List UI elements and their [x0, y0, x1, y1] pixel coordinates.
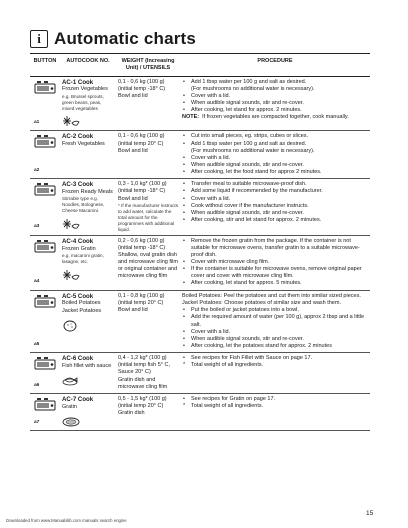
procedure-cell	[180, 179, 370, 235]
procedure-text: When audible signal sounds, stir and re-cover.	[191, 335, 304, 342]
autocook-cell	[60, 235, 116, 290]
procedure-text: Add 1 tbsp water per 100 g and salt as desired.	[191, 140, 307, 147]
button-cell	[30, 393, 60, 430]
microwave-button-icon	[34, 397, 56, 411]
program-title: AC-6 Cook	[62, 355, 94, 363]
procedure-step	[182, 266, 368, 280]
procedure-step	[182, 336, 368, 343]
weight-cell	[116, 179, 180, 235]
procedure-text: Cut into small pieces, eg. strips, cubes or slices.	[191, 133, 309, 140]
procedure-step	[182, 403, 368, 410]
procedure-text: If the container is suitable for microwave ovens, remove original paper cover and cover with microwave cling film.	[191, 266, 362, 280]
procedure-step	[182, 196, 368, 203]
procedure-text: (For mushrooms no additional water is necessary).	[191, 85, 315, 92]
procedure-text: When audible signal sounds, stir and re-cover.	[191, 99, 304, 106]
procedure-list	[182, 133, 368, 176]
procedure-list	[182, 396, 368, 410]
procedure-step	[182, 396, 368, 403]
weight-line: (initial temp fish 5° C, Sauce 20° C)	[118, 362, 171, 376]
weight-line: (initial temp -18° C)	[118, 188, 166, 195]
weight-line: Bowl and lid	[118, 195, 148, 202]
button-number: a3	[34, 224, 40, 230]
info-icon: i	[30, 30, 48, 48]
header-procedure: PROCEDURE	[180, 57, 370, 76]
frozen-snowflake-icon	[62, 268, 80, 282]
procedure-cell	[180, 76, 370, 131]
microwave-button-icon	[34, 294, 56, 308]
procedure-list	[182, 79, 368, 122]
weight-line: Gratin dish	[118, 410, 145, 417]
header-button: BUTTON	[30, 57, 60, 76]
procedure-intro: Boiled Potatoes: Peel the potatoes and cut them into similar sized pieces. Jacket Potatoes: Choose potatoes of similar size and wash them.	[182, 292, 361, 306]
microwave-button-icon	[34, 239, 56, 253]
procedure-step	[182, 329, 368, 336]
program-examples: e.g. macaroni gratin, lasagne, etc.	[62, 252, 104, 264]
procedure-step	[182, 343, 368, 350]
button-number: a7	[34, 419, 40, 425]
program-title: AC-1 Cook	[62, 78, 94, 86]
program-title: AC-7 Cook	[62, 395, 94, 403]
procedure-list	[182, 181, 368, 224]
table-row	[30, 393, 370, 430]
weight-line: (initial temp 20° C)	[118, 403, 164, 410]
automatic-charts-table	[30, 57, 370, 431]
weight-cell	[116, 76, 180, 131]
weight-line: 0,3 - 1,0 kg* (100 g)	[118, 181, 167, 188]
button-cell	[30, 290, 60, 353]
microwave-button-icon	[34, 80, 56, 94]
weight-cell	[116, 353, 180, 394]
procedure-step	[182, 79, 368, 86]
button-cell	[30, 179, 60, 235]
procedure-text: When audible signal sounds, stir and re-cover.	[191, 162, 304, 169]
procedure-step	[182, 181, 368, 188]
procedure-text: Add some liquid if recommended by the manufacturer.	[191, 188, 323, 195]
procedure-text: When audible signal sounds, stir and re-cover.	[191, 209, 304, 216]
page-title-text: Automatic charts	[54, 29, 197, 48]
procedure-step	[182, 155, 368, 162]
program-title: AC-3 Cook	[62, 181, 94, 189]
weight-line: Bowl and lid	[118, 147, 148, 154]
program-examples: e.g. Brussel sprouts, green beans, peas, mixed vegetables	[62, 93, 104, 111]
program-title: AC-4 Cook	[62, 237, 94, 245]
procedure-step	[182, 238, 368, 259]
procedure-text: After cooking, stir and let stand for approx. 2 minutes.	[191, 217, 322, 224]
button-cell	[30, 76, 60, 131]
procedure-step	[182, 217, 368, 224]
button-cell	[30, 235, 60, 290]
procedure-text: See recipes for Gratin on page 17.	[191, 395, 276, 402]
weight-line: Bowl and lid	[118, 92, 148, 99]
button-number: a1	[34, 120, 40, 126]
weight-line: 0,5 - 1,5 kg* (100 g)	[118, 395, 167, 402]
weight-line: Shallow, oval gratin dish and microwave cling film or original container and microwave cling film	[118, 251, 178, 280]
autocook-cell	[60, 290, 116, 353]
procedure-step	[182, 93, 368, 100]
header-autocook-no: AUTOCOOK NO.	[60, 57, 116, 76]
program-name: Frozen Ready Meals	[62, 189, 113, 196]
program-name: Fresh Vegetables	[62, 141, 105, 148]
weight-line: (initial temp 20° C)	[118, 299, 164, 306]
program-name: Frozen Gratin	[62, 245, 96, 252]
autocook-cell	[60, 353, 116, 394]
page-number: 15	[366, 510, 374, 517]
procedure-step	[182, 148, 368, 155]
frozen-snowflake-icon	[62, 217, 80, 231]
weight-line: 0,1 - 0,8 kg (100 g)	[118, 292, 165, 299]
procedure-text: (For mushrooms no additional water is necessary).	[191, 147, 315, 154]
procedure-text: Cook without cover if the manufacturer instructs.	[191, 202, 309, 209]
weight-cell	[116, 235, 180, 290]
program-name: Fish fillet with sauce	[62, 363, 112, 370]
procedure-cell	[180, 235, 370, 290]
download-source-note: Downloaded from www.Manualslib.com manuals search engine	[6, 518, 127, 523]
procedure-step	[182, 86, 368, 93]
program-name: Gratin	[62, 403, 77, 410]
gratin-dish-icon	[62, 414, 80, 428]
header-weight: WEIGHT (Increasing Unit) / UTENSILS	[116, 57, 180, 76]
procedure-text: Total weight of all ingredients.	[191, 362, 264, 369]
table-row	[30, 235, 370, 290]
procedure-step	[182, 307, 368, 314]
weight-line: Bowl and lid	[118, 306, 148, 313]
procedure-step	[182, 355, 368, 362]
weight-line: (initial temp -18° C)	[118, 85, 166, 92]
button-number: a5	[34, 341, 40, 347]
procedure-text: Total weight of all ingredients.	[191, 403, 264, 410]
table-row	[30, 179, 370, 235]
weight-cell	[116, 393, 180, 430]
procedure-step	[182, 210, 368, 217]
procedure-list	[182, 307, 368, 350]
autocook-cell	[60, 179, 116, 235]
procedure-text: Remove the frozen gratin from the package. If the container is not suitable for microwave ovens, transfer gratin to a suitable microwave-proof dish.	[191, 237, 360, 258]
procedure-step	[182, 314, 368, 328]
frozen-snowflake-icon	[62, 114, 80, 128]
weight-line: (initial temp 20° C)	[118, 140, 164, 147]
procedure-step	[182, 100, 368, 107]
procedure-text: Add the required amount of water (per 100 g), approx 2 tbsp and a little salt.	[191, 314, 365, 328]
button-number: a4	[34, 279, 40, 285]
weight-line: 0,1 - 0,6 kg (100 g)	[118, 78, 165, 85]
microwave-button-icon	[34, 134, 56, 148]
weight-cell	[116, 290, 180, 353]
procedure-step	[182, 169, 368, 176]
procedure-text: See recipes for Fish Fillet with Sauce on page 17.	[191, 355, 313, 362]
weight-cell	[116, 131, 180, 179]
procedure-text: After cooking, let stand for approx. 5 minutes.	[191, 280, 302, 287]
table-header-row	[30, 57, 370, 76]
program-examples: Stirrable type e.g. Noodles, Bolognese, Cheese Macaroni.	[62, 196, 105, 214]
weight-note: * If the manufacturer instructs to add water, calculate the total amount for the programmes with additional liquid.	[118, 202, 178, 232]
procedure-text: After cooking, let the potatoes stand for approx. 2 minutes	[191, 343, 332, 350]
procedure-step	[182, 280, 368, 287]
autocook-cell	[60, 131, 116, 179]
procedure-text: Transfer meal to suitable microwave-proof dish.	[191, 181, 307, 188]
procedure-step	[182, 162, 368, 169]
procedure-cell	[180, 290, 370, 353]
note-label: NOTE:	[182, 114, 200, 121]
table-row	[30, 290, 370, 353]
autocook-cell	[60, 76, 116, 131]
procedure-text: After cooking, let stand for approx. 2 minutes.	[191, 107, 302, 114]
procedure-step	[182, 188, 368, 195]
potato-icon	[62, 318, 80, 332]
weight-line: Gratin dish and microwave cling film	[118, 376, 168, 390]
microwave-button-icon	[34, 182, 56, 196]
button-cell	[30, 131, 60, 179]
program-title: AC-2 Cook	[62, 133, 94, 141]
procedure-text: Cover with microwave cling film.	[191, 259, 270, 265]
autocook-cell	[60, 393, 116, 430]
fish-dish-icon	[62, 373, 80, 387]
procedure-cell	[180, 353, 370, 394]
procedure-cell	[180, 393, 370, 430]
procedure-step	[182, 133, 368, 140]
procedure-text: Cover with a lid.	[191, 154, 231, 161]
weight-line: 0,1 - 0,6 kg (100 g)	[118, 133, 165, 140]
table-row	[30, 353, 370, 394]
procedure-step	[182, 259, 368, 266]
procedure-list	[182, 355, 368, 369]
procedure-step	[182, 362, 368, 369]
procedure-cell	[180, 131, 370, 179]
page-title	[30, 29, 196, 49]
procedure-text: Cover with a lid.	[191, 195, 231, 202]
procedure-list	[182, 238, 368, 288]
procedure-text: Add 1 tbsp water per 100 g and salt as desired.	[191, 78, 307, 85]
procedure-step	[182, 107, 368, 114]
weight-line: (initial temp -18° C)	[118, 244, 166, 251]
button-number: a6	[34, 382, 40, 388]
button-cell	[30, 353, 60, 394]
microwave-button-icon	[34, 356, 56, 370]
procedure-text: If frozen vegetables are compacted together, cook manually.	[202, 114, 349, 121]
program-name: Frozen Vegetables	[62, 86, 108, 93]
procedure-text: After cooking, let the food stand for approx 2 minutes.	[191, 169, 322, 176]
title-underline	[30, 53, 370, 54]
table-row	[30, 76, 370, 131]
button-number: a2	[34, 168, 40, 174]
table-row	[30, 131, 370, 179]
procedure-text: Cover with a lid.	[191, 92, 231, 99]
procedure-step	[182, 203, 368, 210]
program-name: Boiled Potatoes Jacket Potatoes	[62, 300, 102, 314]
procedure-text: Cover with a lid.	[191, 328, 231, 335]
weight-line: 0,2 - 0,6 kg (100 g)	[118, 237, 165, 244]
procedure-text: Put the boiled or jacket potatoes into a bowl.	[191, 307, 299, 314]
procedure-step	[182, 114, 368, 121]
procedure-step	[182, 141, 368, 148]
program-title: AC-5 Cook	[62, 292, 94, 300]
weight-line: 0,4 - 1,2 kg* (100 g)	[118, 355, 167, 362]
